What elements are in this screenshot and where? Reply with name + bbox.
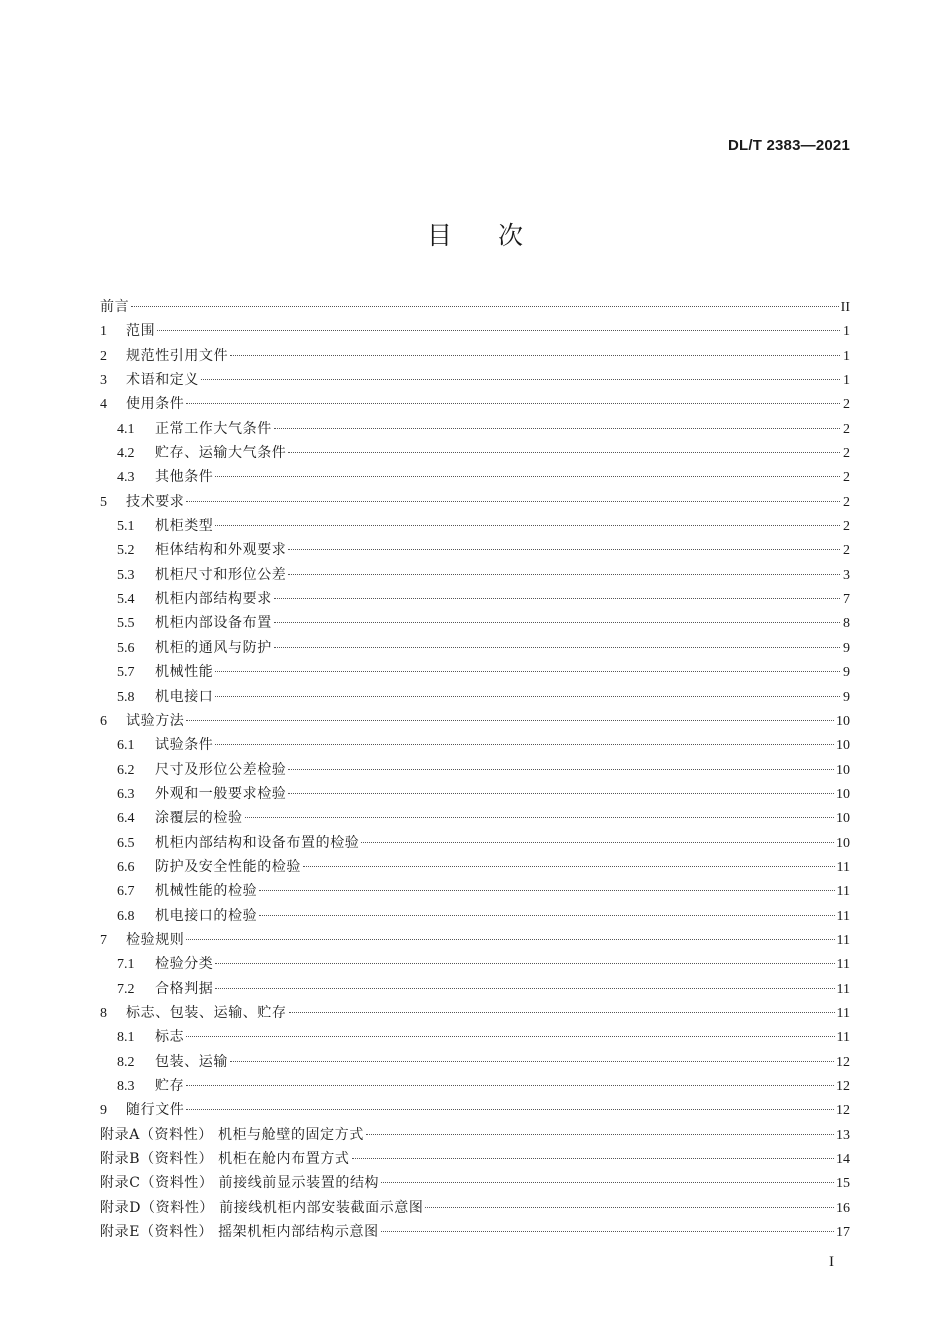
toc-entry-label: 规范性引用文件 bbox=[126, 347, 229, 364]
toc-entry-label: 尺寸及形位公差检验 bbox=[155, 761, 287, 778]
toc-entry[interactable] bbox=[100, 1171, 850, 1195]
toc-leader-dots bbox=[186, 1109, 834, 1110]
toc-entry-label: 包装、运输 bbox=[155, 1053, 228, 1070]
toc-entry[interactable] bbox=[100, 636, 850, 660]
toc-entry[interactable] bbox=[100, 514, 850, 538]
toc-entry-page: 3 bbox=[843, 567, 850, 583]
table-of-contents bbox=[100, 295, 850, 1244]
toc-leader-dots bbox=[274, 647, 840, 648]
toc-entry[interactable] bbox=[100, 904, 850, 928]
toc-entry[interactable] bbox=[100, 417, 850, 441]
toc-entry-label: 检验规则 bbox=[126, 931, 185, 948]
toc-entry-label: 机柜内部设备布置 bbox=[155, 615, 272, 632]
toc-entry-page: 10 bbox=[836, 738, 850, 754]
toc-leader-dots bbox=[361, 842, 834, 843]
toc-entry-number: 4.3 bbox=[117, 470, 135, 486]
toc-entry-number: 4.2 bbox=[117, 446, 135, 462]
toc-entry-number: 5.3 bbox=[117, 567, 135, 583]
toc-leader-dots bbox=[186, 1036, 834, 1037]
toc-entry-page: 11 bbox=[836, 1005, 850, 1021]
toc-entry-label: 标志、包装、运输、贮存 bbox=[126, 1004, 287, 1021]
toc-entry-number: 7.2 bbox=[117, 981, 135, 997]
toc-entry-page: 2 bbox=[843, 470, 850, 486]
toc-entry[interactable] bbox=[100, 1001, 850, 1025]
toc-entry-number: 5.6 bbox=[117, 640, 135, 656]
toc-entry-page: 10 bbox=[836, 811, 850, 827]
toc-entry[interactable] bbox=[100, 1025, 850, 1049]
toc-entry-number: 5.4 bbox=[117, 592, 135, 608]
toc-entry-page: 12 bbox=[836, 1054, 850, 1070]
toc-entry-number: 5.8 bbox=[117, 689, 135, 705]
toc-entry-label: 机械性能 bbox=[155, 664, 214, 681]
toc-entry-number: 6.2 bbox=[117, 762, 135, 778]
toc-entry[interactable] bbox=[100, 1147, 850, 1171]
toc-entry-page: 10 bbox=[836, 762, 850, 778]
toc-entry-label: 随行文件 bbox=[126, 1102, 185, 1119]
toc-entry-page: 10 bbox=[836, 786, 850, 802]
toc-entry-number: 8.2 bbox=[117, 1054, 135, 1070]
toc-leader-dots bbox=[289, 1012, 835, 1013]
toc-entry-number: 7.1 bbox=[117, 957, 135, 973]
toc-entry-label: 试验方法 bbox=[126, 712, 185, 729]
toc-leader-dots bbox=[215, 476, 840, 477]
toc-entry[interactable] bbox=[100, 831, 850, 855]
toc-entry-number: 7 bbox=[100, 932, 107, 948]
toc-entry-label: 机电接口 bbox=[155, 688, 214, 705]
toc-entry[interactable] bbox=[100, 806, 850, 830]
toc-leader-dots bbox=[259, 890, 834, 891]
page-title: 目次 bbox=[426, 221, 569, 250]
toc-entry-label: 附录D（资料性） 前接线机柜内部安装截面示意图 bbox=[100, 1199, 424, 1216]
toc-entry[interactable] bbox=[100, 660, 850, 684]
toc-entry[interactable] bbox=[100, 758, 850, 782]
toc-entry-page: 12 bbox=[836, 1079, 850, 1094]
toc-entry[interactable] bbox=[100, 563, 850, 587]
toc-entry-number: 6.8 bbox=[117, 908, 135, 924]
toc-entry-page: 11 bbox=[836, 981, 850, 997]
toc-entry[interactable] bbox=[100, 782, 850, 806]
toc-entry-number: 5.5 bbox=[117, 616, 135, 632]
toc-leader-dots bbox=[186, 501, 840, 502]
toc-leader-dots bbox=[381, 1182, 834, 1183]
toc-entry-number: 6.5 bbox=[117, 835, 135, 851]
toc-entry-label: 标志 bbox=[155, 1029, 185, 1046]
toc-entry[interactable] bbox=[100, 392, 850, 416]
toc-entry[interactable] bbox=[100, 295, 850, 319]
toc-entry-page: 11 bbox=[836, 884, 850, 900]
toc-entry-number: 9 bbox=[100, 1103, 107, 1119]
toc-entry[interactable] bbox=[100, 1196, 850, 1220]
toc-entry-number: 5 bbox=[100, 494, 107, 510]
toc-entry[interactable] bbox=[100, 344, 850, 368]
toc-entry-label: 机柜内部结构和设备布置的检验 bbox=[155, 834, 360, 851]
toc-leader-dots bbox=[366, 1134, 834, 1135]
toc-entry-number: 8.3 bbox=[117, 1079, 135, 1094]
toc-entry-page: 1 bbox=[843, 348, 850, 364]
toc-entry-label: 术语和定义 bbox=[126, 372, 199, 389]
toc-entry[interactable] bbox=[100, 733, 850, 757]
toc-entry-page: 2 bbox=[843, 397, 850, 413]
toc-entry-label: 机械性能的检验 bbox=[155, 883, 258, 900]
toc-entry-page: II bbox=[840, 300, 850, 315]
toc-entry[interactable] bbox=[100, 952, 850, 976]
toc-entry-page: 11 bbox=[836, 859, 850, 875]
toc-entry-page: 1 bbox=[843, 373, 850, 389]
toc-entry[interactable] bbox=[100, 1098, 850, 1122]
toc-entry-page: 11 bbox=[836, 908, 850, 924]
toc-entry-number: 6.3 bbox=[117, 786, 135, 802]
toc-entry[interactable] bbox=[100, 879, 850, 903]
toc-entry-page: 10 bbox=[836, 835, 850, 851]
toc-entry[interactable] bbox=[100, 1050, 850, 1074]
toc-leader-dots bbox=[274, 622, 840, 623]
toc-entry-number: 6.7 bbox=[117, 884, 135, 900]
toc-leader-dots bbox=[215, 963, 834, 964]
toc-entry-label: 检验分类 bbox=[155, 956, 214, 973]
toc-entry-number: 2 bbox=[100, 348, 107, 364]
toc-entry-page: 16 bbox=[836, 1200, 850, 1216]
toc-entry-number: 3 bbox=[100, 373, 107, 389]
toc-entry-number: 5.2 bbox=[117, 543, 135, 559]
toc-leader-dots bbox=[288, 574, 840, 575]
toc-entry-label: 机柜内部结构要求 bbox=[155, 591, 272, 608]
toc-leader-dots bbox=[215, 696, 840, 697]
toc-entry-label: 其他条件 bbox=[155, 469, 214, 486]
toc-entry-label: 机柜尺寸和形位公差 bbox=[155, 566, 287, 583]
toc-entry[interactable] bbox=[100, 1074, 850, 1098]
toc-entry[interactable] bbox=[100, 855, 850, 879]
toc-leader-dots bbox=[186, 403, 840, 404]
toc-entry-page: 11 bbox=[836, 1030, 850, 1046]
toc-entry-label: 机柜类型 bbox=[155, 518, 214, 535]
toc-entry-page: 15 bbox=[836, 1176, 850, 1192]
toc-entry[interactable] bbox=[100, 587, 850, 611]
toc-leader-dots bbox=[186, 939, 834, 940]
toc-entry-number: 4.1 bbox=[117, 421, 135, 437]
toc-entry-label: 合格判据 bbox=[155, 980, 214, 997]
toc-entry-number: 5.7 bbox=[117, 665, 135, 681]
toc-entry-label: 贮存、运输大气条件 bbox=[155, 445, 287, 462]
toc-leader-dots bbox=[259, 915, 834, 916]
toc-entry-label: 附录E（资料性） 摇架机柜内部结构示意图 bbox=[100, 1224, 379, 1241]
toc-leader-dots bbox=[425, 1207, 834, 1208]
toc-entry-number: 6.4 bbox=[117, 811, 135, 827]
toc-entry[interactable] bbox=[100, 928, 850, 952]
toc-entry-page: 7 bbox=[843, 592, 850, 608]
toc-leader-dots bbox=[215, 525, 840, 526]
toc-entry[interactable] bbox=[100, 611, 850, 635]
toc-leader-dots bbox=[215, 744, 834, 745]
toc-entry[interactable] bbox=[100, 1123, 850, 1147]
toc-entry-label: 附录C（资料性） 前接线前显示装置的结构 bbox=[100, 1175, 380, 1192]
toc-leader-dots bbox=[288, 793, 834, 794]
toc-entry-page: 11 bbox=[836, 932, 850, 948]
toc-leader-dots bbox=[288, 549, 840, 550]
toc-entry[interactable] bbox=[100, 490, 850, 514]
toc-leader-dots bbox=[381, 1231, 834, 1232]
toc-leader-dots bbox=[215, 671, 840, 672]
toc-entry-label: 使用条件 bbox=[126, 396, 185, 413]
toc-leader-dots bbox=[215, 988, 834, 989]
toc-leader-dots bbox=[288, 769, 834, 770]
toc-leader-dots bbox=[274, 428, 840, 429]
toc-entry-label: 附录A（资料性） 机柜与舱壁的固定方式 bbox=[100, 1126, 364, 1143]
toc-entry-page: 9 bbox=[843, 665, 850, 681]
toc-leader-dots bbox=[131, 306, 838, 307]
toc-entry[interactable] bbox=[100, 368, 850, 392]
toc-entry[interactable] bbox=[100, 685, 850, 709]
toc-entry-label: 防护及安全性能的检验 bbox=[155, 858, 301, 875]
toc-entry-page: 17 bbox=[836, 1225, 850, 1241]
toc-entry-label: 机电接口的检验 bbox=[155, 907, 258, 924]
toc-leader-dots bbox=[186, 720, 834, 721]
page-number: I bbox=[829, 1254, 834, 1270]
toc-leader-dots bbox=[230, 1061, 834, 1062]
toc-entry-label: 前言 bbox=[100, 299, 130, 315]
toc-entry[interactable] bbox=[100, 465, 850, 489]
toc-entry-page: 2 bbox=[843, 421, 850, 437]
toc-entry-number: 6 bbox=[100, 713, 107, 729]
toc-entry-label: 范围 bbox=[126, 323, 156, 340]
toc-entry[interactable] bbox=[100, 709, 850, 733]
toc-entry[interactable] bbox=[100, 977, 850, 1001]
toc-leader-dots bbox=[303, 866, 835, 867]
toc-entry-label: 附录B（资料性） 机柜在舱内布置方式 bbox=[100, 1151, 350, 1168]
toc-entry-page: 2 bbox=[843, 543, 850, 559]
toc-entry[interactable] bbox=[100, 319, 850, 343]
toc-entry-label: 外观和一般要求检验 bbox=[155, 785, 287, 802]
toc-leader-dots bbox=[352, 1158, 834, 1159]
toc-leader-dots bbox=[186, 1085, 834, 1086]
toc-entry[interactable] bbox=[100, 441, 850, 465]
document-code: DL/T 2383—2021 bbox=[727, 137, 850, 154]
toc-entry-label: 贮存 bbox=[155, 1078, 185, 1094]
toc-entry-page: 14 bbox=[836, 1152, 850, 1168]
toc-entry-number: 5.1 bbox=[117, 519, 135, 535]
toc-entry-page: 11 bbox=[836, 957, 850, 973]
toc-entry-number: 1 bbox=[100, 324, 107, 340]
toc-leader-dots bbox=[201, 379, 840, 380]
toc-entry-label: 涂覆层的检验 bbox=[155, 810, 243, 827]
toc-entry-number: 8.1 bbox=[117, 1030, 135, 1046]
toc-entry-page: 2 bbox=[843, 519, 850, 535]
toc-leader-dots bbox=[274, 598, 840, 599]
toc-entry-number: 6.1 bbox=[117, 738, 135, 754]
toc-entry-label: 柜体结构和外观要求 bbox=[155, 542, 287, 559]
toc-entry-page: 13 bbox=[836, 1127, 850, 1143]
toc-leader-dots bbox=[230, 355, 840, 356]
toc-entry-page: 2 bbox=[843, 446, 850, 462]
toc-leader-dots bbox=[157, 330, 840, 331]
toc-entry-page: 12 bbox=[836, 1103, 850, 1119]
toc-entry-number: 8 bbox=[100, 1005, 107, 1021]
toc-entry-page: 2 bbox=[843, 494, 850, 510]
toc-entry-page: 9 bbox=[843, 640, 850, 656]
toc-entry-page: 10 bbox=[836, 713, 850, 729]
toc-entry-page: 9 bbox=[843, 689, 850, 705]
toc-entry-label: 正常工作大气条件 bbox=[155, 420, 272, 437]
toc-entry-number: 4 bbox=[100, 397, 107, 413]
toc-entry[interactable] bbox=[100, 1220, 850, 1244]
toc-entry-label: 机柜的通风与防护 bbox=[155, 639, 272, 656]
toc-entry-page: 8 bbox=[843, 616, 850, 632]
toc-leader-dots bbox=[288, 452, 840, 453]
toc-entry-label: 技术要求 bbox=[126, 493, 185, 510]
toc-entry-page: 1 bbox=[843, 324, 850, 340]
toc-leader-dots bbox=[245, 817, 834, 818]
toc-entry[interactable] bbox=[100, 538, 850, 562]
toc-entry-number: 6.6 bbox=[117, 859, 135, 875]
toc-entry-label: 试验条件 bbox=[155, 737, 214, 754]
